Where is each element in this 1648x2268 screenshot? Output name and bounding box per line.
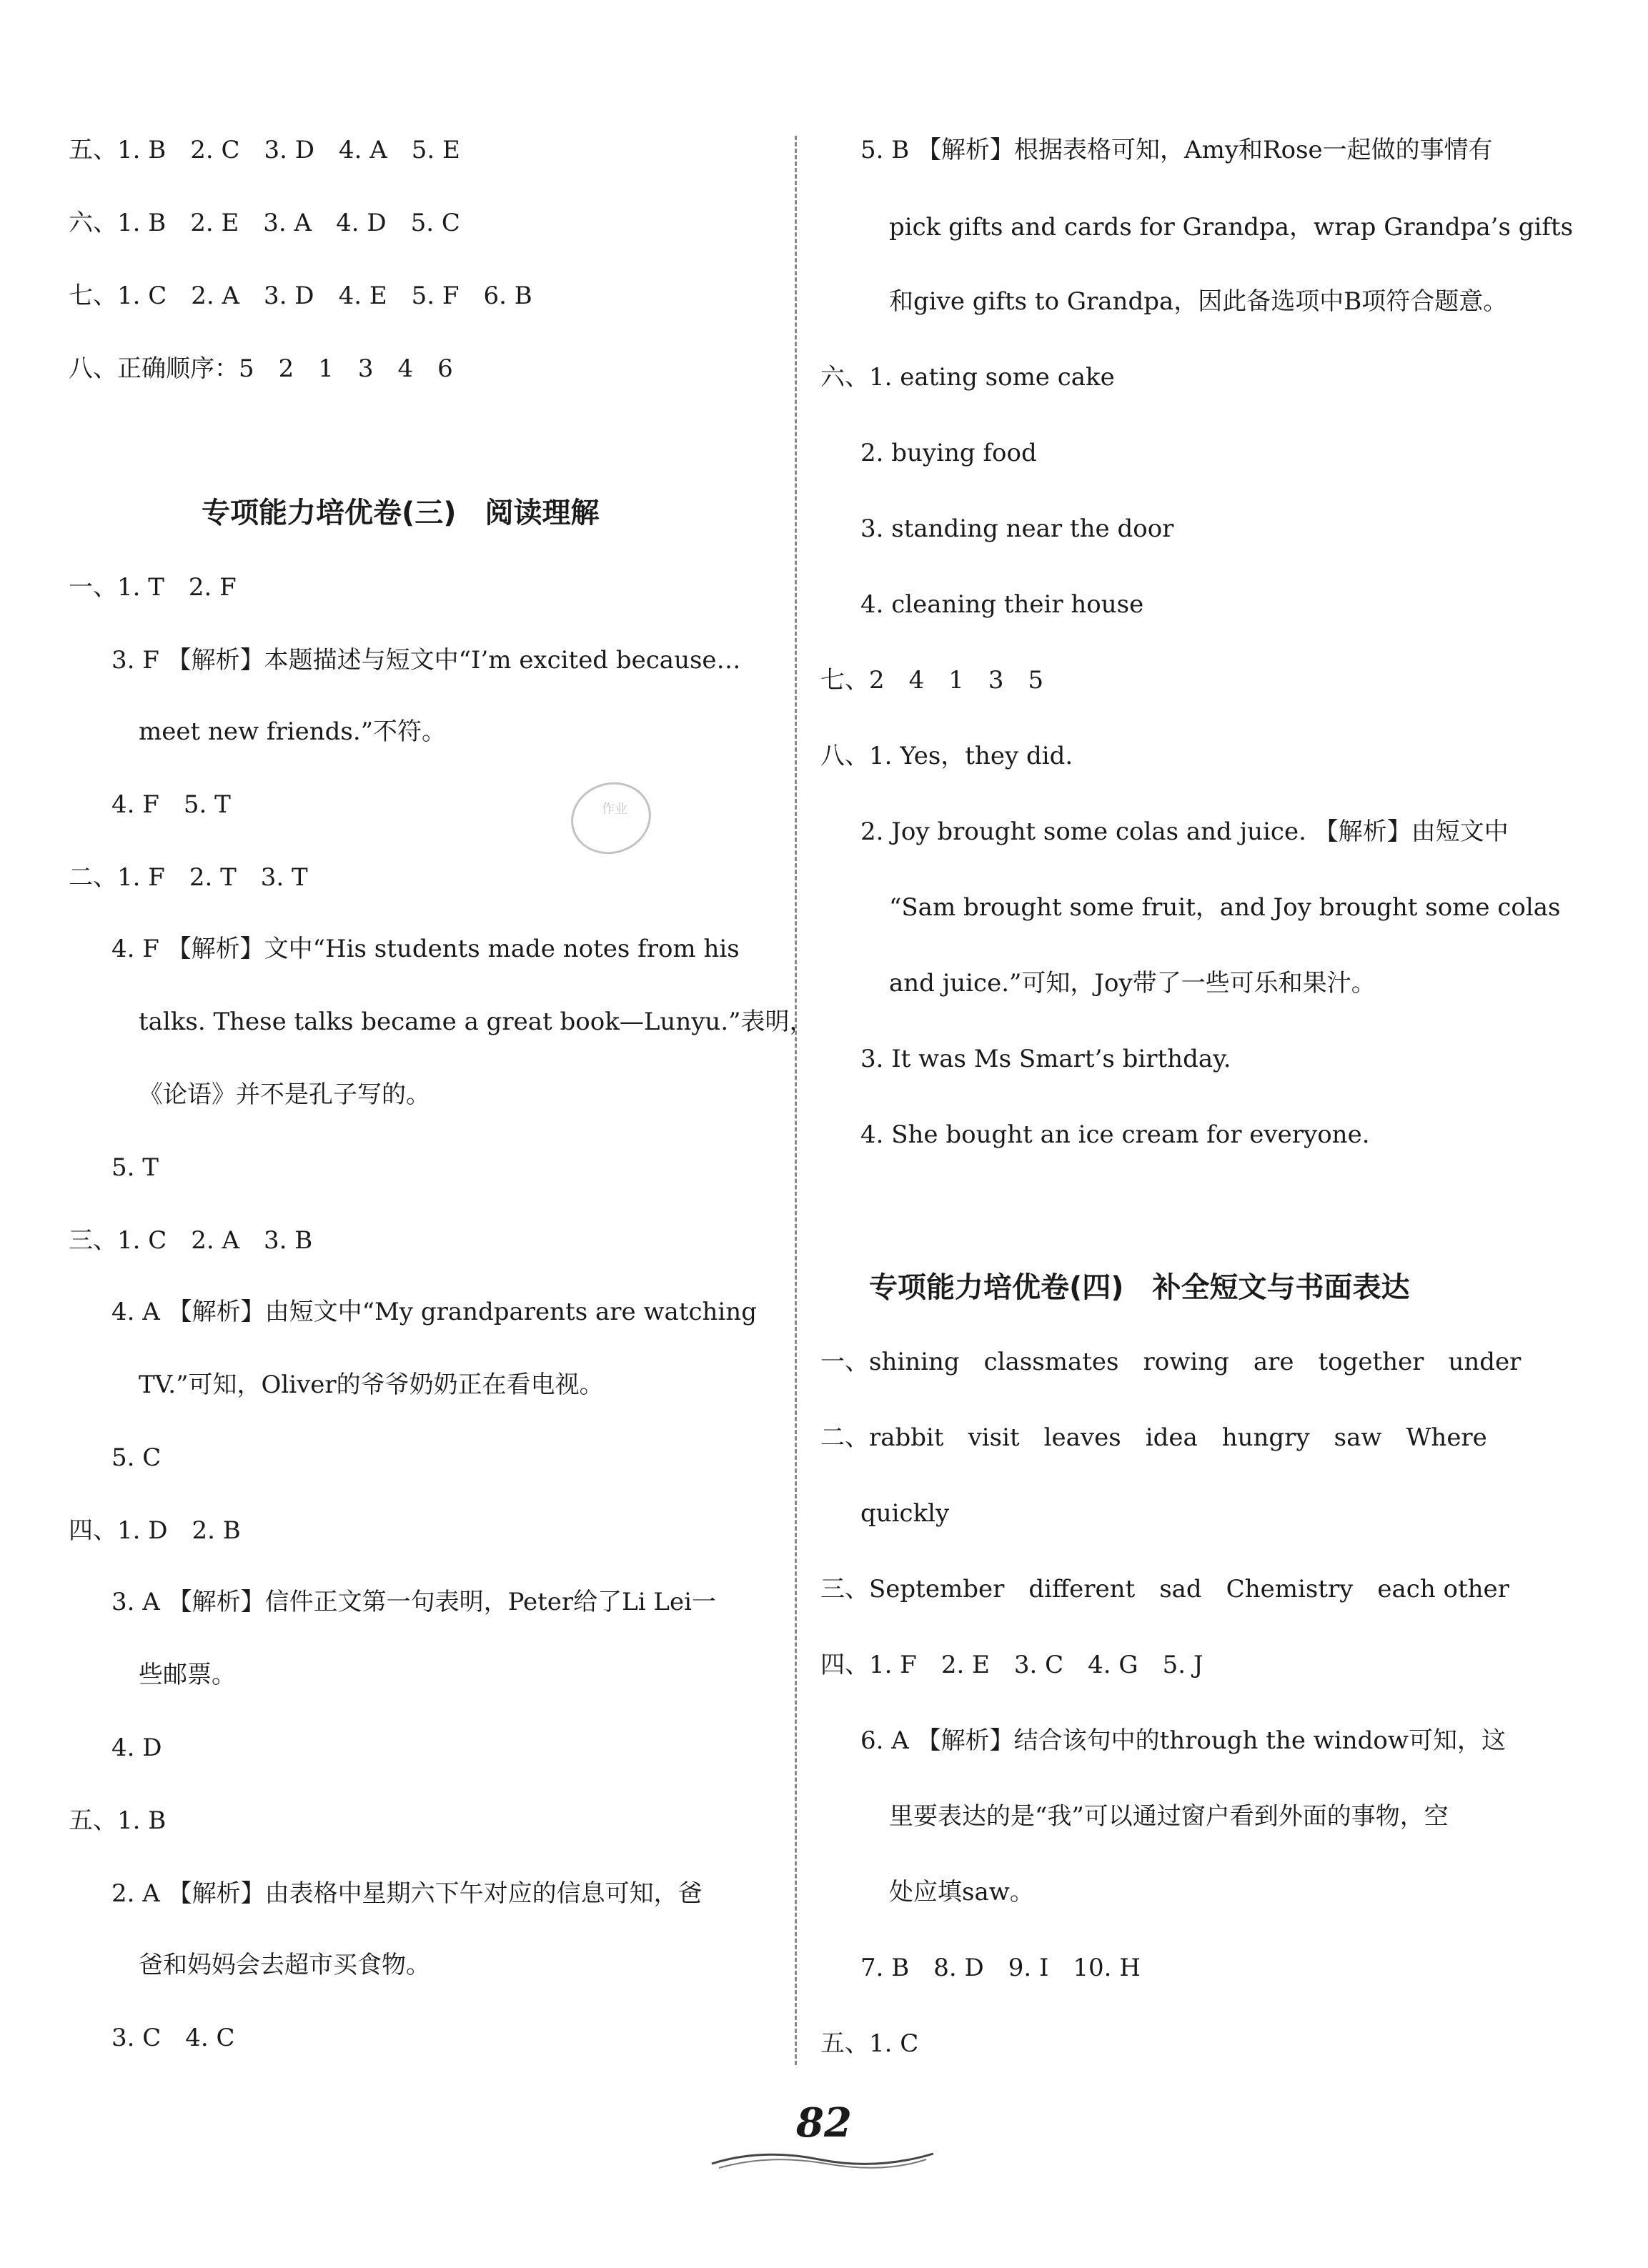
answer-line: 三、September different sad Chemistry each other bbox=[820, 1575, 1509, 1603]
answer-line: 4. F 5. T bbox=[111, 790, 231, 819]
answer-line: meet new friends.”不符。 bbox=[139, 717, 447, 746]
answer-line: 4. D bbox=[111, 1734, 162, 1762]
answer-line: 5. B 【解析】根据表格可知，Amy和Rose一起做的事情有 bbox=[860, 136, 1493, 164]
answer-line: 4. A 【解析】由短文中“My grandparents are watching bbox=[111, 1298, 757, 1326]
answer-line: 2. Joy brought some colas and juice. 【解析】由短文中 bbox=[860, 817, 1509, 846]
answer-line: 五、1. B 2. C 3. D 4. A 5. E bbox=[69, 136, 460, 164]
answer-line: 四、1. D 2. B bbox=[69, 1516, 241, 1545]
answer-line: 一、1. T 2. F bbox=[69, 573, 237, 602]
answer-line: 5. T bbox=[111, 1153, 159, 1182]
answer-line: 七、1. C 2. A 3. D 4. E 5. F 6. B bbox=[69, 282, 532, 310]
answer-line: 处应填saw。 bbox=[889, 1878, 1034, 1906]
answer-line: 5. C bbox=[111, 1443, 162, 1472]
answer-line: 些邮票。 bbox=[139, 1661, 236, 1689]
answer-line: 3. C 4. C bbox=[111, 2024, 235, 2052]
answer-line: 《论语》并不是孔子写的。 bbox=[139, 1080, 430, 1109]
answer-line: TV.”可知，Oliver的爷爷奶奶正在看电视。 bbox=[139, 1371, 604, 1399]
answer-line: talks. These talks became a great book—Lunyu.”表明， bbox=[139, 1008, 814, 1036]
page-ornament bbox=[705, 2144, 943, 2172]
answer-line: 4. cleaning their house bbox=[860, 590, 1144, 619]
answer-line: 3. standing near the door bbox=[860, 514, 1174, 543]
answer-line: 一、shining classmates rowing are together under bbox=[820, 1348, 1522, 1376]
answer-line: 三、1. C 2. A 3. B bbox=[69, 1226, 313, 1255]
answer-line: 2. buying food bbox=[860, 439, 1037, 467]
answer-line: and juice.”可知，Joy带了一些可乐和果汁。 bbox=[889, 969, 1376, 998]
page-number: 82 bbox=[796, 2099, 852, 2147]
column-divider bbox=[795, 136, 797, 2065]
section-title: 专项能力培优卷(四) 补全短文与书面表达 bbox=[869, 1271, 1410, 1304]
stamp-text: 作业 bbox=[602, 802, 627, 817]
answer-line: 6. A 【解析】结合该句中的through the window可知，这 bbox=[860, 1726, 1506, 1755]
answer-line: 7. B 8. D 9. I 10. H bbox=[860, 1954, 1141, 1982]
answer-line: quickly bbox=[860, 1499, 950, 1528]
answer-line: 二、1. F 2. T 3. T bbox=[69, 863, 308, 892]
answer-line: 八、1. Yes，they did. bbox=[820, 742, 1073, 770]
watermark-stamp bbox=[565, 772, 657, 865]
answer-line: 七、2 4 1 3 5 bbox=[820, 666, 1044, 695]
answer-line: 4. She bought an ice cream for everyone. bbox=[860, 1120, 1370, 1149]
answer-line: 3. F 【解析】本题描述与短文中“I’m excited because… bbox=[111, 646, 741, 675]
answer-line: 2. A 【解析】由表格中星期六下午对应的信息可知，爸 bbox=[111, 1879, 703, 1908]
answer-line: 和give gifts to Grandpa，因此备选项中B项符合题意。 bbox=[889, 287, 1508, 316]
answer-line: 爸和妈妈会去超市买食物。 bbox=[139, 1951, 430, 1979]
answer-line: 3. It was Ms Smart’s birthday. bbox=[860, 1045, 1231, 1073]
answer-line: “Sam brought some fruit，and Joy brought some colas bbox=[889, 893, 1561, 922]
answer-line: 六、1. eating some cake bbox=[820, 363, 1115, 392]
answer-line: 八、正确顺序：5 2 1 3 4 6 bbox=[69, 354, 453, 383]
answer-line: 二、rabbit visit leaves idea hungry saw Where bbox=[820, 1423, 1487, 1452]
section-title: 专项能力培优卷(三) 阅读理解 bbox=[202, 497, 600, 529]
answer-line: 四、1. F 2. E 3. C 4. G 5. J bbox=[820, 1651, 1203, 1679]
answer-line: 4. F 【解析】文中“His students made notes from his bbox=[111, 935, 740, 963]
answer-line: pick gifts and cards for Grandpa，wrap Grandpa’s gifts bbox=[889, 213, 1574, 242]
answer-line: 五、1. C bbox=[820, 2029, 919, 2058]
answer-line: 六、1. B 2. E 3. A 4. D 5. C bbox=[69, 209, 460, 237]
answer-line: 五、1. B bbox=[69, 1806, 167, 1835]
answer-line: 里要表达的是“我”可以通过窗户看到外面的事物，空 bbox=[889, 1802, 1449, 1831]
answer-line: 3. A 【解析】信件正文第一句表明，Peter给了Li Lei一 bbox=[111, 1588, 716, 1616]
